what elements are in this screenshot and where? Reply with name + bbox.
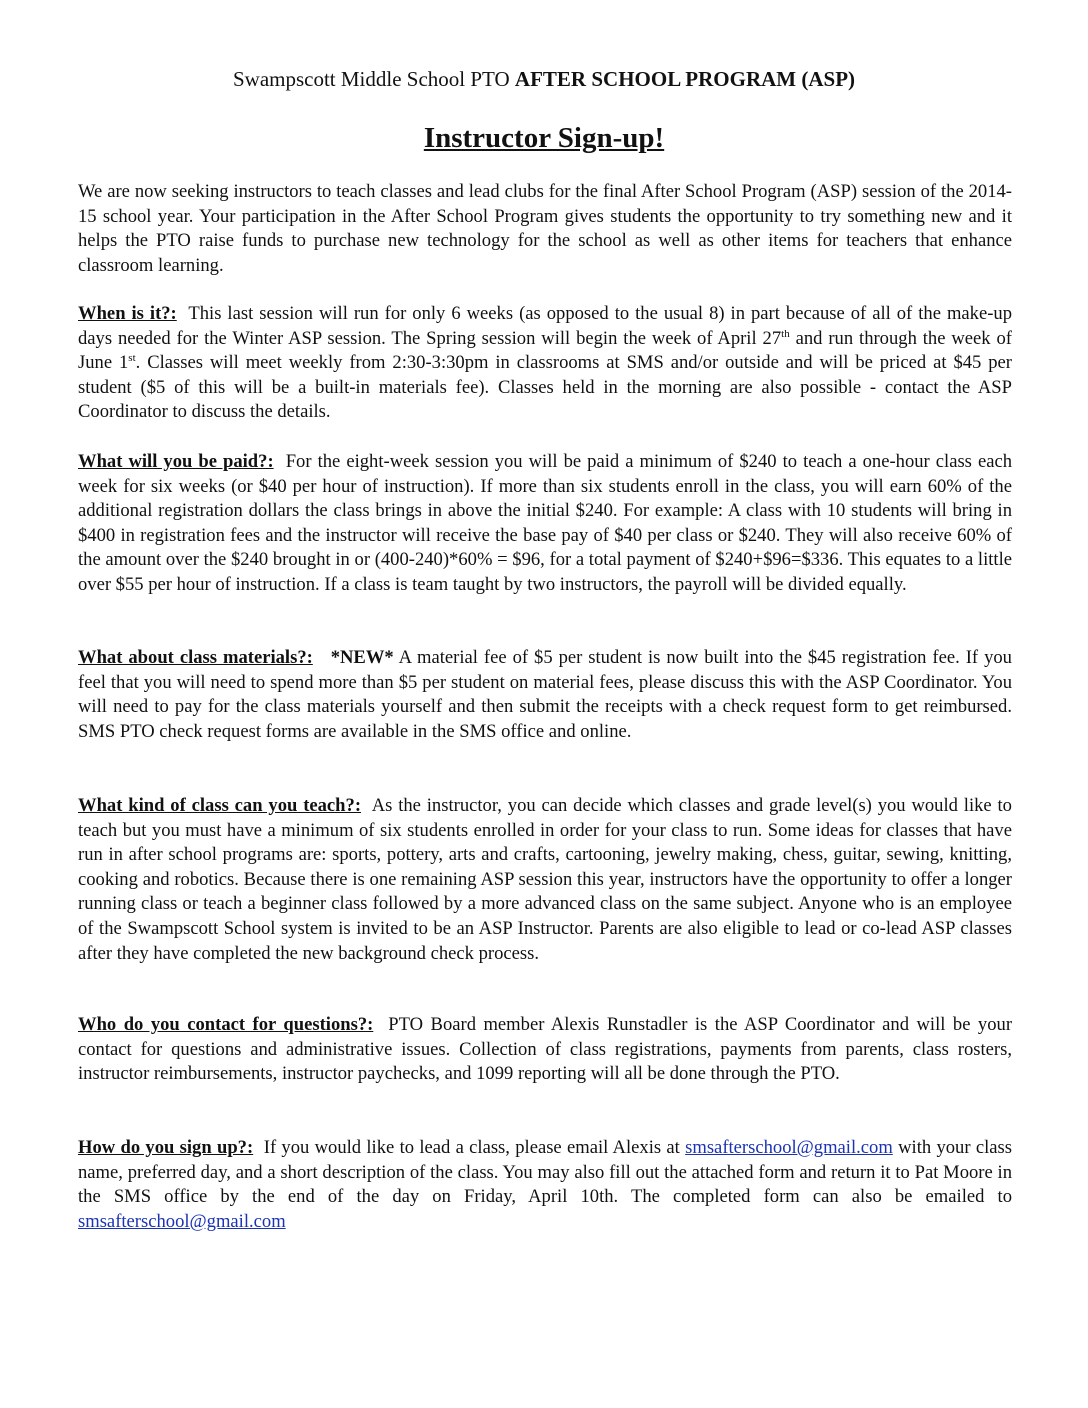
- kind-text: As the instructor, you can decide which classes and grade level(s) you would like to teach but you must have a minimum of six students enrolled in order for your class to run. Some ideas for classes that have run in after school programs are: sports, pottery, arts and crafts, cartooning, jewelry making, chess, guitar, sewing, knitting, cooking and robotics. Because there is one remaining ASP session this year, instructors have the opportunity to offer a longer running class or teach a beginner class followed by a more advanced class on the same subject. Anyone who is an employee of the Swampscott School system is invited to be an ASP Instructor. Parents are also eligible to lead or co-lead ASP classes after they have completed the new background check process.: [78, 795, 1012, 964]
- contact-heading: Who do you contact for questions?:: [78, 1014, 374, 1035]
- signup-section: [78, 1136, 1012, 1234]
- kind-section: [78, 794, 1012, 966]
- page-title: Instructor Sign-up!: [423, 122, 665, 154]
- when-text-a: This last session will run for only 6 weeks (as opposed to the usual 8) in part because of all of the make-up days needed for the Winter ASP session. The Spring session will begin the week of April 27: [78, 303, 1012, 349]
- document-header: [0, 66, 1088, 92]
- when-sup-b: st: [128, 352, 136, 365]
- signup-text-b: with your class name, preferred day, and a short description of the class. You may also fill out the attached form and return it to Pat Moore in the SMS office by the end of the day on Friday, April 10th. The completed form can also be emailed to: [78, 1137, 1012, 1208]
- when-section: [78, 302, 1012, 425]
- header-school: Swampscott Middle School PTO: [232, 67, 510, 91]
- materials-new-tag: *NEW*: [330, 647, 394, 668]
- email-link-2[interactable]: smsafterschool@gmail.com: [78, 1210, 286, 1232]
- contact-section: [78, 1013, 1012, 1087]
- paid-section: [78, 450, 1012, 598]
- when-sup-a: th: [781, 327, 790, 340]
- email-link[interactable]: smsafterschool@gmail.com: [685, 1137, 893, 1158]
- paid-heading: What will you be paid?:: [78, 451, 274, 472]
- signup-heading: How do you sign up?:: [78, 1137, 254, 1158]
- when-text-c: . Classes will meet weekly from 2:30-3:30pm in classrooms at SMS and/or outside and will be priced at $45 per student ($5 of this will be a built-in materials fee). Classes held in the morning are also possible - contact the ASP Coordinator to discuss the details.: [78, 352, 1013, 423]
- kind-heading: What kind of class can you teach?:: [78, 795, 362, 816]
- when-heading: When is it?:: [78, 303, 177, 324]
- header-program: AFTER SCHOOL PROGRAM (ASP): [514, 67, 856, 91]
- materials-section: [78, 646, 1012, 744]
- signup-text-a: If you would like to lead a class, please email Alexis at: [263, 1137, 680, 1158]
- materials-text: A material fee of $5 per student is now built into the $45 registration fee. If you feel that you will need to spend more than $5 per student on material fees, please discuss this with the ASP Coordinator. You will need to pay for the class materials yourself and then submit the receipts with a check request form to get reimbursed. SMS PTO check request forms are available in the SMS office and online.: [78, 647, 1012, 742]
- materials-heading: What about class materials?:: [78, 647, 313, 668]
- when-text-b: and run through the week of June 1: [78, 327, 1012, 374]
- paid-text: For the eight-week session you will be paid a minimum of $240 to teach a one-hour class each week for six weeks (or $40 per hour of instruction). If more than six students enroll in the class, you will earn 60% of the additional registration dollars the class brings in above the initial $240. For example: A class with 10 students will bring in $400 in registration fees and the instructor will receive the base pay of $40 per class or $240. They will also receive 60% of the amount over the $240 brought in or (400-240)*60% = $96, for a total payment of $240+$96=$336. This equates to a little over $55 per hour of instruction. If a class is team taught by two instructors, the payroll will be divided equally.: [78, 451, 1012, 595]
- intro-text: We are now seeking instructors to teach classes and lead clubs for the final After School Program (ASP) session of the 2014-15 school year. Your participation in the After School Program gives students the opportunity to try something new and it helps the PTO raise funds to purchase new technology for the school as well as other items for teachers that enhance classroom learning.: [78, 181, 1012, 276]
- intro-paragraph: [78, 180, 1012, 278]
- contact-text: PTO Board member Alexis Runstadler is the ASP Coordinator and will be your contact for questions and administrative issues. Collection of class registrations, payments from parents, class rosters, instructor reimbursements, instructor paychecks, and 1099 reporting will all be done through the PTO.: [78, 1014, 1013, 1085]
